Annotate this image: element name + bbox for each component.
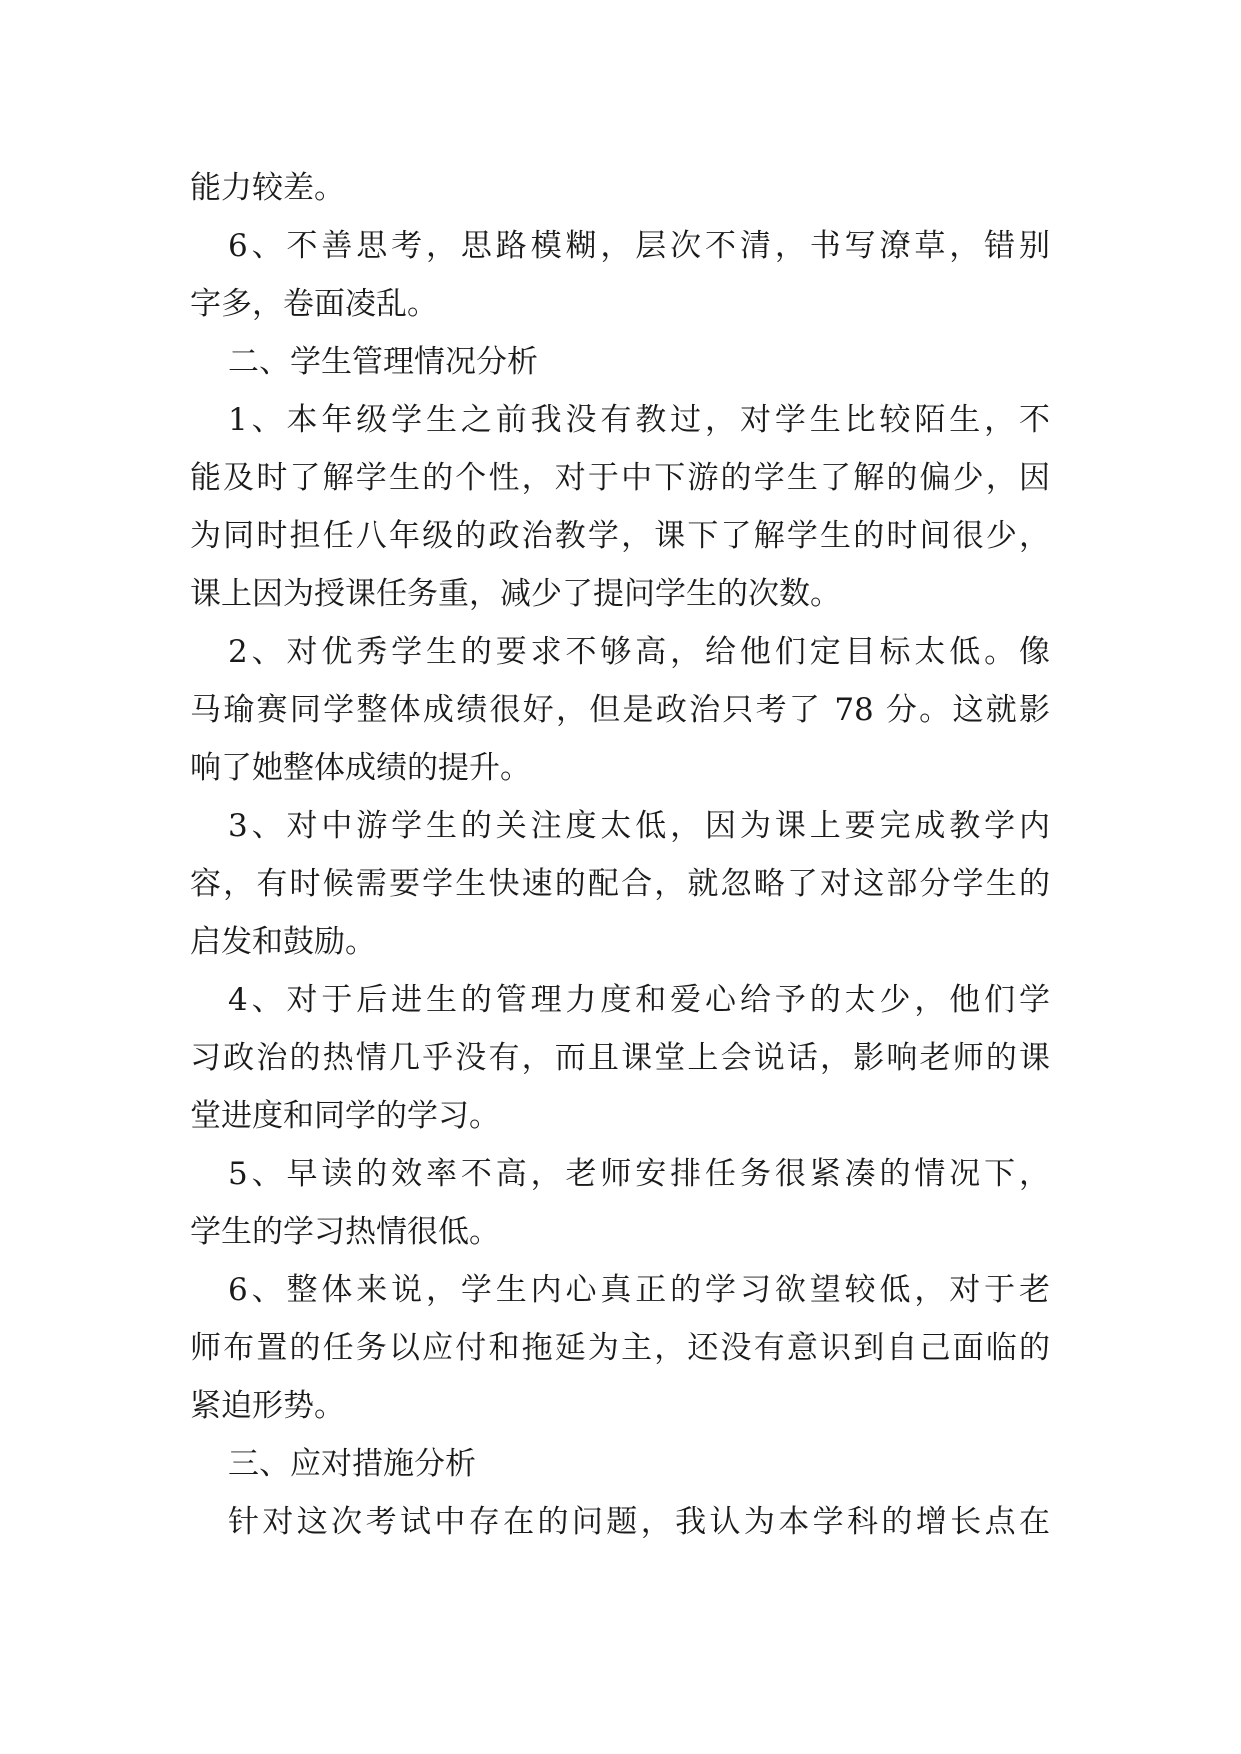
paragraph-start: 6、不善思考，思路模糊，层次不清，书写潦草，错别	[228, 228, 1050, 264]
text-line: 容，有时候需要学生快速的配合，就忽略了对这部分学生的	[190, 866, 1050, 902]
text-line: 堂进度和同学的学习。	[190, 1098, 500, 1134]
text-line: 课上因为授课任务重，减少了提问学生的次数。	[190, 576, 841, 612]
paragraph-start: 4、对于后进生的管理力度和爱心给予的太少，他们学	[228, 982, 1050, 1018]
section-heading: 三、应对措施分析	[228, 1446, 476, 1482]
text-line: 启发和鼓励。	[190, 924, 376, 960]
text-line: 响了她整体成绩的提升。	[190, 750, 531, 786]
text-line: 能力较差。	[190, 170, 345, 206]
paragraph-start: 1、本年级学生之前我没有教过，对学生比较陌生，不	[228, 402, 1050, 438]
text-line: 习政治的热情几乎没有，而且课堂上会说话，影响老师的课	[190, 1040, 1050, 1076]
section-heading: 二、学生管理情况分析	[228, 344, 538, 380]
text-line: 马瑜赛同学整体成绩很好，但是政治只考了 78 分。这就影	[190, 692, 1050, 728]
text-line: 学生的学习热情很低。	[190, 1214, 500, 1250]
text-line: 为同时担任八年级的政治教学，课下了解学生的时间很少，	[190, 518, 1050, 554]
text-line: 紧迫形势。	[190, 1388, 345, 1424]
text-line: 字多，卷面凌乱。	[190, 286, 438, 322]
text-line: 能及时了解学生的个性，对于中下游的学生了解的偏少，因	[190, 460, 1050, 496]
text-line: 师布置的任务以应付和拖延为主，还没有意识到自己面临的	[190, 1330, 1050, 1366]
paragraph-start: 6、整体来说，学生内心真正的学习欲望较低，对于老	[228, 1272, 1050, 1308]
paragraph-start: 2、对优秀学生的要求不够高，给他们定目标太低。像	[228, 634, 1050, 670]
paragraph-start: 针对这次考试中存在的问题，我认为本学科的增长点在	[228, 1504, 1050, 1540]
paragraph-start: 5、早读的效率不高，老师安排任务很紧凑的情况下，	[228, 1156, 1050, 1192]
paragraph-start: 3、对中游学生的关注度太低，因为课上要完成教学内	[228, 808, 1050, 844]
